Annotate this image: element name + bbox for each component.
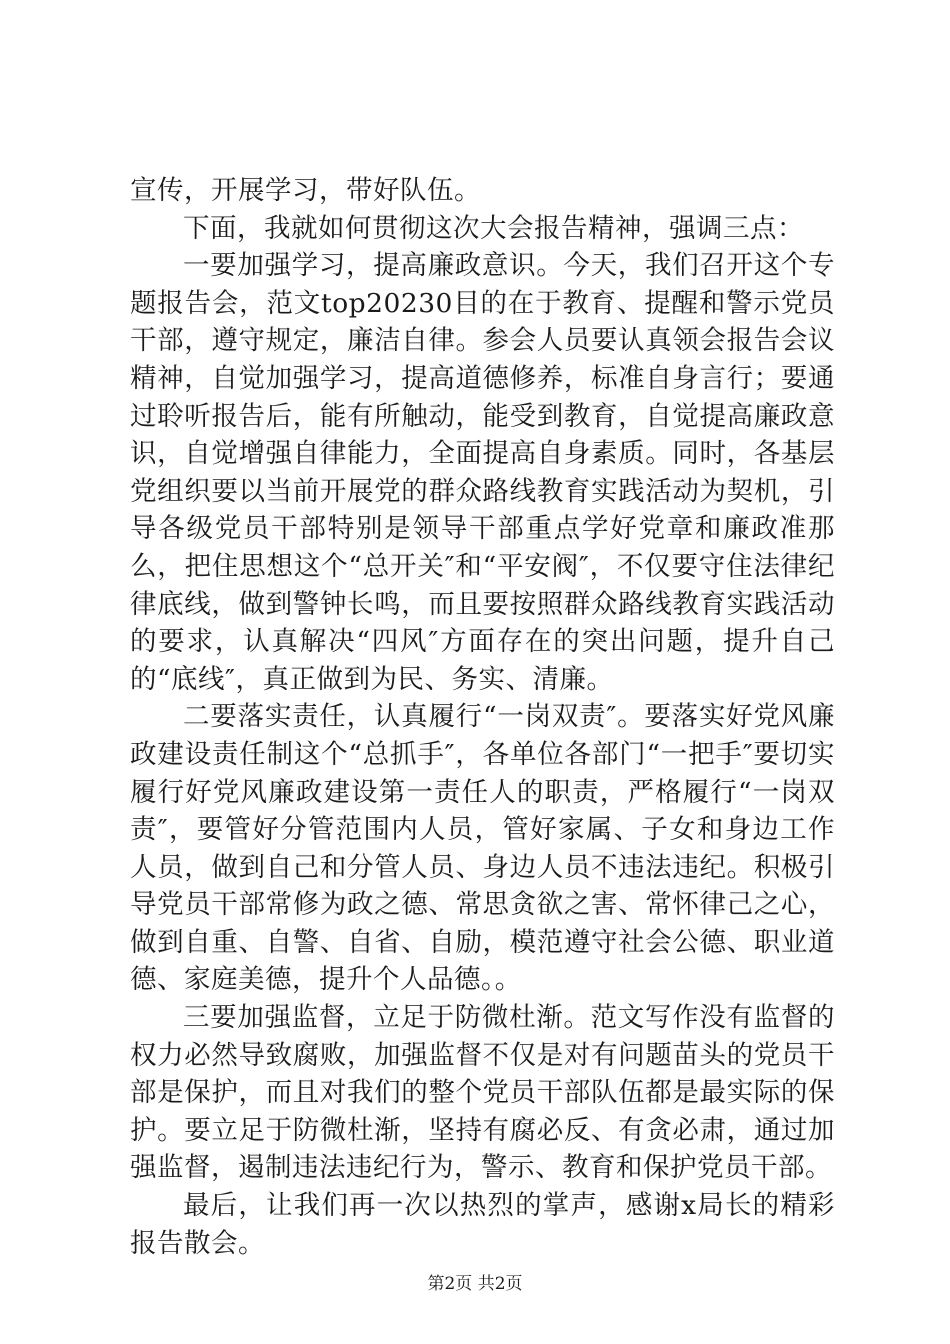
page-number-footer: 第2页 共2页: [427, 1274, 523, 1294]
paragraph-intro: 下面，我就如何贯彻这次大会报告精神，强调三点：: [183, 212, 804, 244]
paragraph-point-three: 三要加强监督，立足于防微杜渐。范文写作没有监督的权力必然导致腐败，加强监督不仅是对有问题苗头的党员干部是保护，而且对我们的整个党员干部队伍都是最实际的保护。要立足于防微杜渐，坚持有腐必反、有贪必肃，通过加强监督，遏制违法违纪行为，警示、教育和保护党员干部。: [130, 1002, 835, 1184]
paragraph-continuation: 宣传，开展学习，带好队伍。: [130, 175, 481, 206]
paragraph-closing: 最后，让我们再一次以热烈的掌声，感谢x局长的精彩报告散会。: [130, 1190, 835, 1259]
paragraph-point-one: 一要加强学习，提高廉政意识。今天，我们召开这个专题报告会，范文top20230目的在于教育、提醒和警示党员干部，遵守规定，廉洁自律。参会人员要认真领会报告会议精神，自觉加强学习，提高道德修养，标准自身言行；要通过聆听报告后，能有所触动，能受到教育，自觉提高廉政意识，自觉增强自律能力，全面提高自身素质。同时，各基层党组织要以当前开展党的群众路线教育实践活动为契机，引导各级党员干部特别是领导干部重点学好党章和廉政准那么，把住思想这个“总开关″和“平安阀″，不仅要守住法律纪律底线，做到警钟长鸣，而且要按照群众路线教育实践活动的要求，认真解决“四风″方面存在的突出问题，提升自己的“底线″，真正做到为民、务实、清廉。: [130, 250, 835, 695]
paragraph-point-two: 二要落实责任，认真履行“一岗双责″。要落实好党风廉政建设责任制这个“总抓手″，各单位各部门“一把手″要切实履行好党风廉政建设第一责任人的职责，严格履行“一岗双责″，要管好分管范围内人员，管好家属、子女和身边工作人员，做到自己和分管人员、身边人员不违法违纪。积极引导党员干部常修为政之德、常思贪欲之害、常怀律己之心，做到自重、自警、自省、自励，模范遵守社会公德、职业道德、家庭美德，提升个人品德。。: [130, 701, 835, 996]
document-body: [130, 172, 835, 1262]
